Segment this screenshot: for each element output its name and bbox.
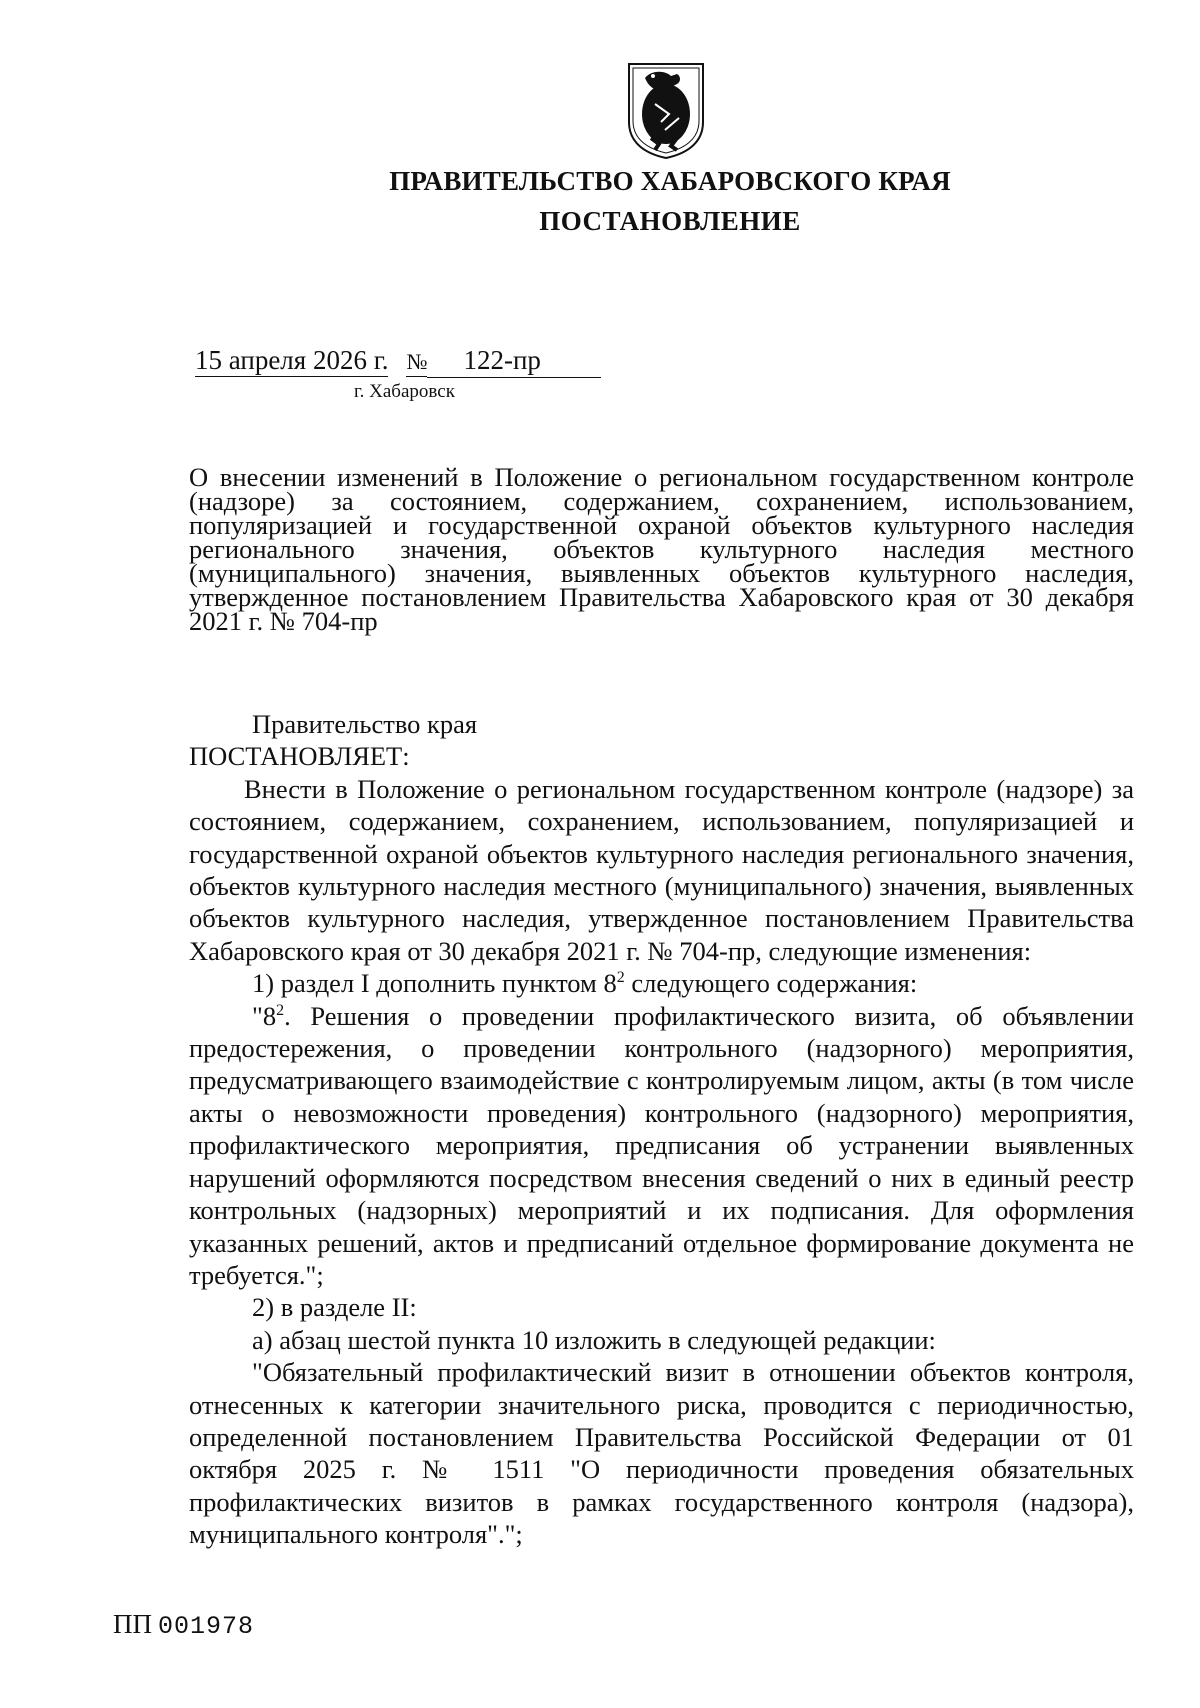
date-number-line — [195, 345, 601, 378]
paragraph-intro: Внести в Положение о региональном государственном контроле (надзоре) за состоянием, содержанием, сохранением, использованием, популяризацией и государственной охраной объектов культурного наследия регионального значения, объектов культурного наследия местного (муниципального) значения, выявленных объектов культурного наследия, утвержденное постановлением Правительства Хабаровского края от 30 декабря 2021 г. № 704-пр, следующие изменения: — [189, 773, 1134, 966]
organization-name: ПРАВИТЕЛЬСТВО ХАБАРОВСКОГО КРАЯ — [389, 166, 951, 196]
serial-number — [113, 1609, 254, 1641]
document-title: О внесении изменений в Положение о региональном государственном контроле (надзоре) за состоянием, содержанием, сохранением, использованием, популяризацией и государственной охраной объектов культурного наследия регионального значения, объектов культурного наследия местного (муниципального) значения, выявленных объектов культурного наследия, утвержденное постановлением Правительства Хабаровского края от 30 декабря 2021 г. № 704-пр — [189, 462, 1134, 636]
paragraph-item-2: 2) в разделе II: — [252, 1292, 417, 1323]
serial-digits: 001978 — [158, 1612, 255, 1641]
resolves-line: ПОСТАНОВЛЯЕТ: — [189, 741, 410, 772]
superscript: 2 — [616, 969, 625, 987]
number-sign: № — [406, 349, 427, 377]
coat-of-arms-emblem — [625, 60, 707, 160]
paragraph-item-2a: а) абзац шестой пункта 10 изложить в следующей редакции: — [252, 1324, 936, 1355]
superscript: 2 — [276, 1001, 285, 1019]
serial-prefix: ПП — [113, 1609, 152, 1639]
document-date: 15 апреля 2026 г. — [195, 345, 389, 375]
paragraph-item-1: 1) раздел I дополнить пунктом $8^2$ следующего содержания: — [252, 968, 918, 999]
city: г. Хабаровск — [354, 381, 455, 402]
paragraph-clause-8-2: "$8^2$. Решения о проведении профилактического визита, об объявлении предостережения, о проведении контрольного (надзорного) мероприятия, предусматривающего взаимодействие с контролируемым лицом, акты (в том числе акты о невозможности проведения) контрольного (надзорного) мероприятия, профилактического мероприятия, предписания об устранении выявленных нарушений оформляются посредством внесения сведений о них в единый реестр контрольных (надзорных) мероприятий и их подписания. Для оформления указанных решений, актов и предписаний отдельное формирование документа не требуется."; — [189, 1000, 1134, 1290]
government-line: Правительство края — [252, 709, 478, 739]
document-body — [189, 708, 1134, 1551]
document-number: 122-пр — [427, 345, 601, 378]
paragraph-quoted-text: "Обязательный профилактический визит в отношении объектов контроля, отнесенных к категории значительного риска, проводится с периодичностью, определенной постановлением Правительства Российской Федерации от 01 октября 2025 г. № 1511 "О периодичности проведения обязательных профилактических визитов в рамках государственного контроля (надзора), муниципального контроля"."; — [189, 1357, 1134, 1550]
document-type: ПОСТАНОВЛЕНИЕ — [539, 206, 801, 236]
